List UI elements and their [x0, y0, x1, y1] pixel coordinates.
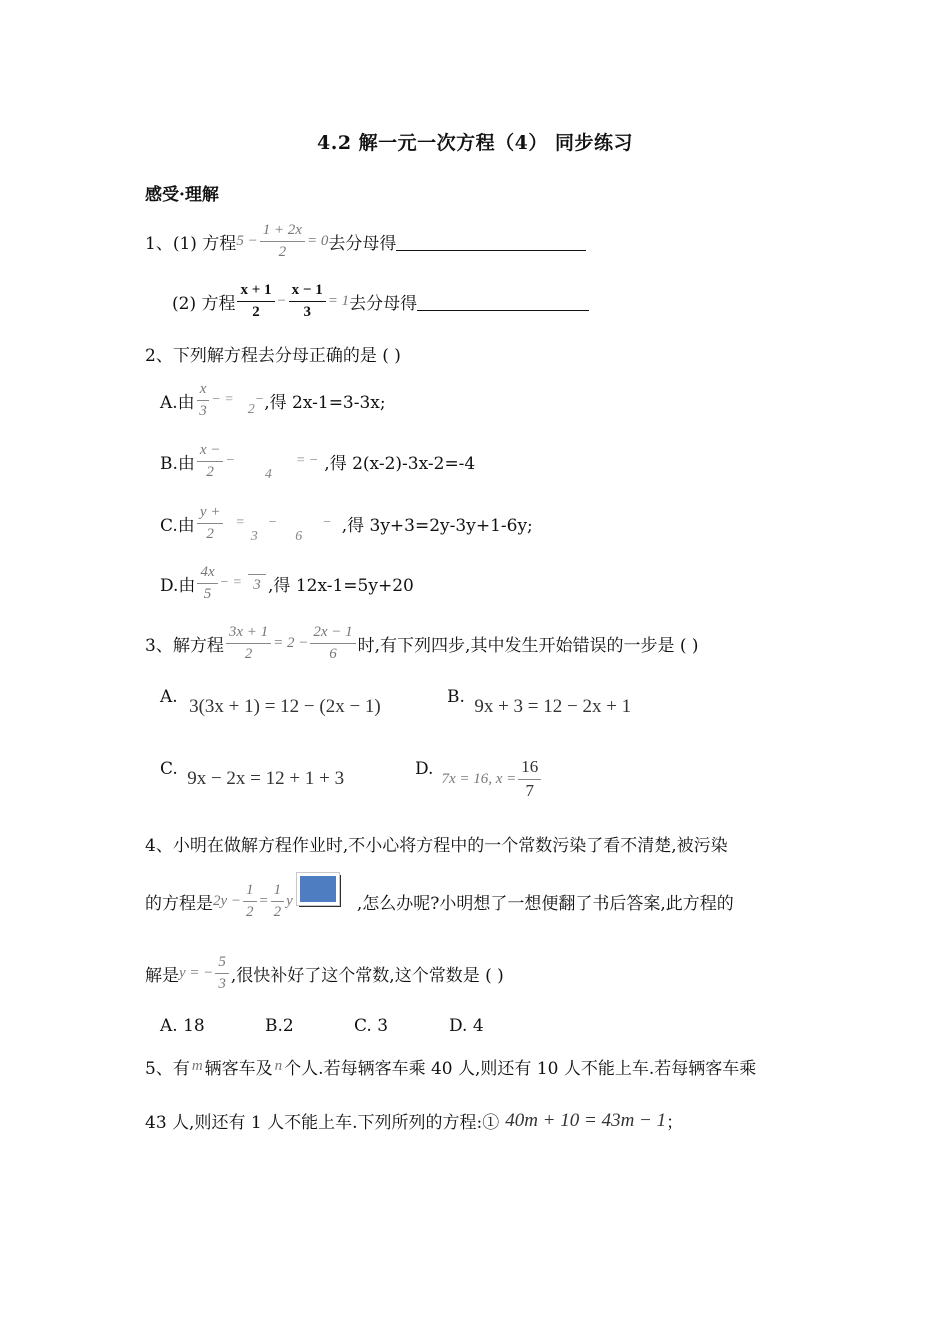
- q5-var-m: m: [191, 1058, 203, 1074]
- q1-p2-fraction-2: [289, 282, 326, 320]
- q4-eq-b: =: [258, 892, 269, 909]
- q2-c-mid: =: [235, 515, 245, 530]
- q2-option-b[interactable]: [160, 442, 475, 480]
- q5-line2: 43 人,则还有 1 人不能上车.下列所列的方程:①: [145, 1113, 500, 1133]
- q1-p1-fraction: [260, 222, 305, 260]
- q3-fraction-2: [310, 624, 355, 662]
- q5-equation: 40m + 10 = 43m − 1: [505, 1109, 667, 1131]
- q5-line1-c: 个人.若每辆客车乘 40 人,则还有 10 人不能上车.若每辆客车乘: [284, 1059, 757, 1079]
- q3-option-a-text: 3(3x + 1) = 12 − (2x − 1): [189, 696, 381, 717]
- q2-d-fraction: [197, 564, 217, 602]
- q3-denominator-2: 6: [329, 645, 337, 662]
- q3-denominator-1: 2: [244, 645, 253, 662]
- q2-c-mid2: −: [267, 515, 278, 530]
- q4-line2-prefix: 的方程是: [145, 893, 213, 914]
- q4-sol-a: y = −: [179, 964, 214, 981]
- q2-b-numerator: x −: [197, 442, 224, 462]
- q3-suffix: 时,有下列四步,其中发生开始错误的一步是 ( ): [357, 635, 699, 656]
- q1-p1-denominator: 2: [278, 243, 287, 260]
- q2-c-denominator: 2: [206, 525, 214, 542]
- q2-a-fraction: [197, 381, 210, 419]
- q3-prefix: 3、解方程: [145, 635, 224, 656]
- q1-p1-suffix: 去分母得: [328, 233, 397, 254]
- q2-a-denominator: 3: [199, 402, 207, 419]
- q1-p2-denominator-2: 3: [303, 303, 311, 320]
- q2-a-numerator: x: [197, 381, 210, 401]
- q3-option-c-label: C.: [160, 759, 178, 779]
- q4-line3-prefix: 解是: [145, 965, 179, 986]
- q3-option-d-denominator: 7: [525, 780, 534, 800]
- q4-fraction-1: [243, 882, 257, 920]
- q3-option-d[interactable]: [415, 750, 543, 800]
- q2-d-label: D.由: [160, 575, 196, 596]
- q3-option-c[interactable]: [160, 758, 345, 789]
- q4-numerator-1: 1: [243, 882, 257, 902]
- q2-b-fraction: [197, 442, 224, 480]
- q4-option-b[interactable]: B.2: [265, 1016, 294, 1036]
- q2-d-numerator: 4x: [197, 564, 217, 584]
- question-4-line-1: 4、小明在做解方程作业时,不小心将方程中的一个常数污染了看不清楚,被污染: [145, 836, 728, 856]
- q2-option-d[interactable]: [160, 564, 414, 602]
- question-3-stem: [145, 624, 699, 662]
- question-5-line-2: [145, 1108, 683, 1133]
- q2-option-a[interactable]: [160, 381, 386, 419]
- q5-line1-a: 5、有: [145, 1059, 190, 1079]
- q4-line3-suffix: ,很快补好了这个常数,这个常数是 ( ): [230, 965, 504, 986]
- smudge-stain: [297, 873, 339, 905]
- q1-p2-numerator-2: x − 1: [289, 282, 326, 302]
- q2-b-den2: 4: [264, 467, 272, 482]
- q2-d-fraction-2: [248, 572, 266, 594]
- question-4-line-3: [145, 954, 504, 992]
- q2-c-den3: 6: [295, 529, 303, 544]
- q2-a-tail-den: 2: [247, 402, 255, 417]
- q4-sol-numerator: 5: [215, 954, 229, 974]
- question-1-part-1: [145, 222, 586, 260]
- q2-c-numerator: y +: [197, 504, 224, 524]
- q2-c-tail: −: [322, 515, 332, 530]
- q1-p2-numerator-1: x + 1: [237, 282, 274, 302]
- q1-p2-denominator-1: 2: [252, 303, 260, 320]
- q2-c-label: C.由: [160, 515, 195, 536]
- question-1-part-2: [172, 282, 589, 320]
- q3-option-b-label: B.: [447, 687, 465, 707]
- q4-eq-a: 2y −: [213, 892, 242, 909]
- q2-b-mid: −: [225, 453, 235, 468]
- question-5-line-1: [145, 1054, 756, 1079]
- q4-sol-denominator: 3: [218, 975, 226, 992]
- q3-numerator-1: 3x + 1: [226, 624, 271, 644]
- q1-p2-minus: −: [276, 292, 287, 309]
- q2-b-tail: = −: [295, 453, 319, 468]
- q2-a-result: ,得 2x-1=3-3x;: [264, 392, 386, 413]
- q3-numerator-2: 2x − 1: [310, 624, 355, 644]
- q1-p1-numerator: 1 + 2x: [260, 222, 305, 242]
- q3-option-d-label: D.: [415, 759, 434, 780]
- q2-b-result: ,得 2(x-2)-3x-2=-4: [324, 453, 476, 474]
- question-2-stem: 2、下列解方程去分母正确的是 ( ): [145, 346, 401, 366]
- q2-d-denominator-2: 3: [253, 577, 261, 594]
- q3-eq: = 2 −: [273, 634, 309, 651]
- q1-p1-answer-blank[interactable]: [396, 232, 586, 251]
- q1-p2-answer-blank[interactable]: [417, 292, 589, 311]
- q2-c-result: ,得 3y+3=2y-3y+1-6y;: [341, 515, 533, 536]
- q2-c-fraction: [197, 504, 224, 542]
- q1-p2-fraction-1: [237, 282, 274, 320]
- q3-option-c-text: 9x − 2x = 12 + 1 + 3: [187, 768, 345, 789]
- section-heading: 感受·理解: [145, 185, 219, 205]
- q1-p1-eq-a: 5 −: [236, 232, 258, 249]
- q3-option-b[interactable]: [447, 686, 632, 717]
- q2-d-mid: − =: [219, 575, 243, 590]
- q2-c-den2: 3: [250, 529, 258, 544]
- q4-denominator-1: 2: [246, 903, 254, 920]
- q4-numerator-2: 1: [271, 882, 285, 902]
- q3-option-a[interactable]: [160, 686, 381, 717]
- page-title: 4.2 解一元一次方程（4） 同步练习: [316, 132, 633, 154]
- q2-a-label: A.由: [160, 392, 195, 413]
- q2-d-denominator: 5: [203, 585, 212, 602]
- q5-line1-b: 辆客车及: [204, 1059, 273, 1079]
- q3-option-a-label: A.: [160, 687, 178, 707]
- q3-option-d-pre: 7x = 16, x =: [441, 770, 517, 787]
- q2-a-mid: − =: [211, 392, 234, 407]
- q2-option-c[interactable]: [160, 504, 533, 542]
- q4-eq-c: y: [286, 892, 293, 909]
- q4-option-c[interactable]: C. 3: [354, 1016, 389, 1036]
- q3-option-b-text: 9x + 3 = 12 − 2x + 1: [474, 696, 632, 717]
- q4-fraction-2: [271, 882, 285, 920]
- q1-p1-prefix: 1、(1) 方程: [145, 233, 237, 254]
- q1-p2-suffix: 去分母得: [349, 293, 418, 314]
- q4-denominator-2: 2: [273, 903, 282, 920]
- q4-line2-suffix: ,怎么办呢?小明想了一想便翻了书后答案,此方程的: [356, 893, 734, 914]
- q4-sol-fraction: [215, 954, 229, 992]
- q2-b-denominator: 2: [206, 463, 214, 480]
- q3-fraction-1: [226, 624, 271, 662]
- q5-var-n: n: [274, 1058, 283, 1074]
- q2-d-result: ,得 12x-1=5y+20: [268, 575, 414, 596]
- q2-a-tail: −: [254, 392, 265, 407]
- q2-b-label: B.由: [160, 453, 195, 474]
- q1-p2-eq: = 1: [327, 292, 350, 309]
- q1-p1-eq-b: = 0: [306, 232, 329, 249]
- q1-p2-prefix: (2) 方程: [172, 293, 236, 314]
- question-4-line-2: [145, 882, 734, 920]
- q3-option-d-numerator: 16: [518, 758, 541, 780]
- q4-option-a[interactable]: A. 18: [160, 1016, 205, 1036]
- q5-tail: ；: [666, 1113, 684, 1133]
- q3-option-d-fraction: [518, 758, 541, 800]
- q4-option-d[interactable]: D. 4: [449, 1016, 484, 1036]
